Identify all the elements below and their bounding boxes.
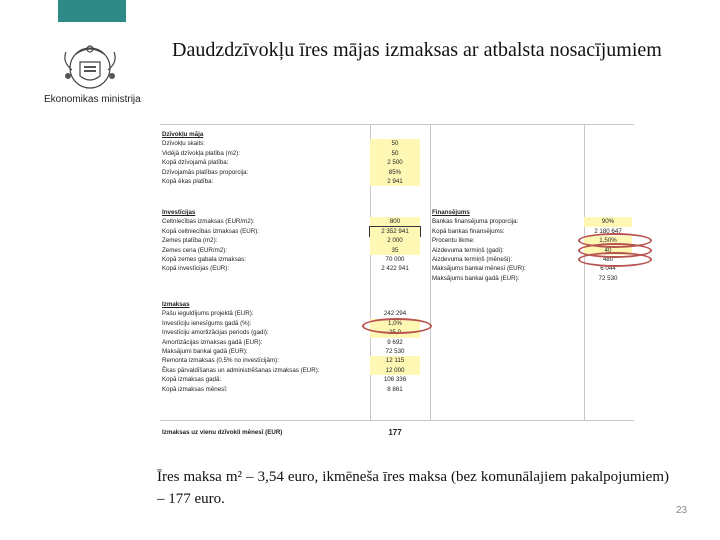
table-row: Investīciju ienesīgums gadā (%): 1,0% <box>162 319 424 328</box>
table-row: Zemes cena (EUR/m2): 35 <box>162 246 424 255</box>
table-row: Maksājums bankai gadā (EUR): 72 530 <box>432 274 618 282</box>
table-row: Procentu likme: 1,50% <box>432 236 632 245</box>
highlight-oval-return-rate <box>362 318 432 334</box>
ministry-name: Ekonomikas ministrija <box>44 94 141 105</box>
table-row: Kopā investīcijas (EUR): 2 422 941 <box>162 265 409 273</box>
table-row: Kopā izmaksas gadā: 106 336 <box>162 376 407 384</box>
table-row: Kopā izmaksas mēnesī: 8 861 <box>162 385 403 393</box>
table-row: Investīciju amortizācijas periods (gadi): 25,0 <box>162 328 424 337</box>
table-row: Aizdevuma termiņš (mēneši): 480 <box>432 256 614 263</box>
spreadsheet <box>160 124 634 444</box>
table-row: Amortizācijas izmaksas gadā (EUR): 9 692 <box>162 338 403 346</box>
table-row: Kopā ēkas platība: 2 941 <box>162 177 424 186</box>
table-row: Remonta izmaksas (0,5% no investīcijām): 12 115 <box>162 356 424 365</box>
slide-title: Daudzdzīvokļu īres mājas izmaksas ar atbalsta nosacījumiem <box>172 39 662 61</box>
financing-heading: Finansējums <box>432 209 470 216</box>
table-row: Dzīvojamās platības proporcija: 85% <box>162 168 424 177</box>
table-row: Vidējā dzīvokļa platība (m2): 50 <box>162 149 424 158</box>
table-row: Pašu ieguldījums projektā (EUR): 242 294 <box>162 310 407 318</box>
page-number: 23 <box>676 505 688 516</box>
table-row: Maksājums bankai mēnesī (EUR): 6 044 <box>432 265 616 273</box>
table-row: Ēkas pārvaldīšanas un administrēšanas izmaksas (EUR): 12 000 <box>162 366 424 375</box>
table-row: Zemes platība (m2): 2 000 <box>162 236 424 245</box>
house-heading: Dzīvokļu māja <box>162 131 204 138</box>
costs-heading: Izmaksas <box>162 301 190 308</box>
table-row: Kopā celtniecības izmaksas (EUR): 2 352 941 <box>162 227 424 236</box>
table-row: Kopā dzīvojamā platība: 2 500 <box>162 158 424 167</box>
investments-heading: Investīcijas <box>162 209 196 216</box>
accent-bar <box>58 0 126 22</box>
rent-summary-text: Īres maksa m² – 3,54 euro, ikmēneša īres maksa (bez komunālajiem pakalpojumiem) – 177 euro. <box>157 469 669 507</box>
per-flat-row: Izmaksas uz vienu dzīvokli mēnesī (EUR) 177 <box>162 428 402 437</box>
highlight-oval-loan-term <box>578 252 652 267</box>
table-row: Bankas finansējuma proporcija: 90% <box>432 217 632 226</box>
table-row: Kopā bankas finansējums: 2 180 647 <box>432 227 622 235</box>
table-row: Kopā zemes gabala izmaksas: 70 000 <box>162 256 405 263</box>
table-row: Celtniecības izmaksas (EUR/m2): 800 <box>162 217 424 226</box>
table-row: Aizdevuma termiņš (gadi): 40 <box>432 246 632 255</box>
table-row: Dzīvokļu skaits: 50 <box>162 139 424 148</box>
table-row: Maksājumi bankai gadā (EUR): 72 530 <box>162 348 405 355</box>
